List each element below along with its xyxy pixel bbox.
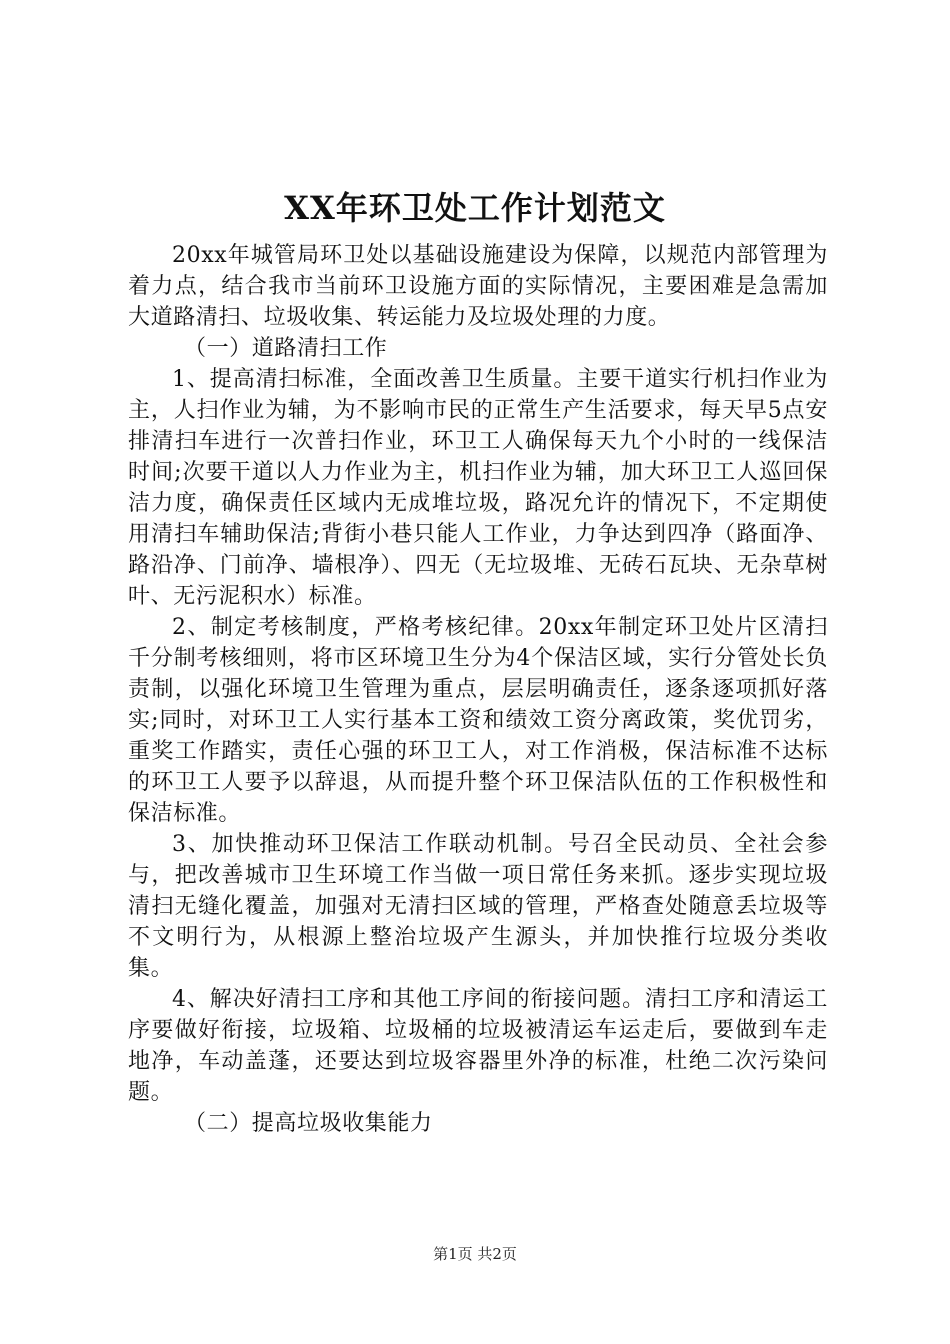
section-heading-garbage-collection: （二）提高垃圾收集能力 — [184, 1111, 433, 1136]
intro-paragraph: 20xx年城管局环卫处以基础设施建设为保障，以规范内部管理为着力点，结合我市当前环卫设施方面的实际情况，主要困难是急需加大道路清扫、垃圾收集、转运能力及垃圾处理的力度。 — [128, 243, 828, 330]
paragraph-item-1: 1、提高清扫标准，全面改善卫生质量。主要干道实行机扫作业为主，人扫作业为辅，为不影响市民的正常生产生活要求，每天早5点安排清扫车进行一次普扫作业，环卫工人确保每天九个小时的一线保洁时间;次要干道以人力作业为主，机扫作业为辅，加大环卫工人巡回保洁力度，确保责任区域内无成堆垃圾，路况允许的情况下，不定期使用清扫车辅助保洁;背街小巷只能人工作业，力争达到四净（路面净、路沿净、门前净、墙根净）、四无（无垃圾堆、无砖石瓦块、无杂草树叶、无污泥积水）标准。 — [128, 367, 828, 609]
paragraph-item-3: 3、加快推动环卫保洁工作联动机制。号召全民动员、全社会参与，把改善城市卫生环境工作当做一项日常任务来抓。逐步实现垃圾清扫无缝化覆盖，加强对无清扫区域的管理，严格查处随意丢垃圾等不文明行为，从根源上整治垃圾产生源头，并加快推行垃圾分类收集。 — [128, 832, 828, 981]
paragraph-item-4: 4、解决好清扫工序和其他工序间的衔接问题。清扫工序和清运工序要做好衔接，垃圾箱、垃圾桶的垃圾被清运车运走后，要做到车走地净，车动盖蓬，还要达到垃圾容器里外净的标准，杜绝二次污染问题。 — [128, 987, 828, 1105]
paragraph-item-2: 2、制定考核制度，严格考核纪律。20xx年制定环卫处片区清扫千分制考核细则，将市区环境卫生分为4个保洁区域，实行分管处长负责制，以强化环境卫生管理为重点，层层明确责任，逐条逐项抓好落实;同时，对环卫工人实行基本工资和绩效工资分离政策，奖优罚劣，重奖工作踏实，责任心强的环卫工人，对工作消极，保洁标准不达标的环卫工人要予以辞退，从而提升整个环卫保洁队伍的工作积极性和保洁标准。 — [128, 615, 828, 826]
document-title: XX年环卫处工作计划范文 — [284, 189, 666, 227]
document-body — [128, 240, 828, 1139]
section-heading-road-cleaning: （一）道路清扫工作 — [184, 336, 388, 361]
page-footer: 第1页 共2页 — [433, 1245, 517, 1263]
